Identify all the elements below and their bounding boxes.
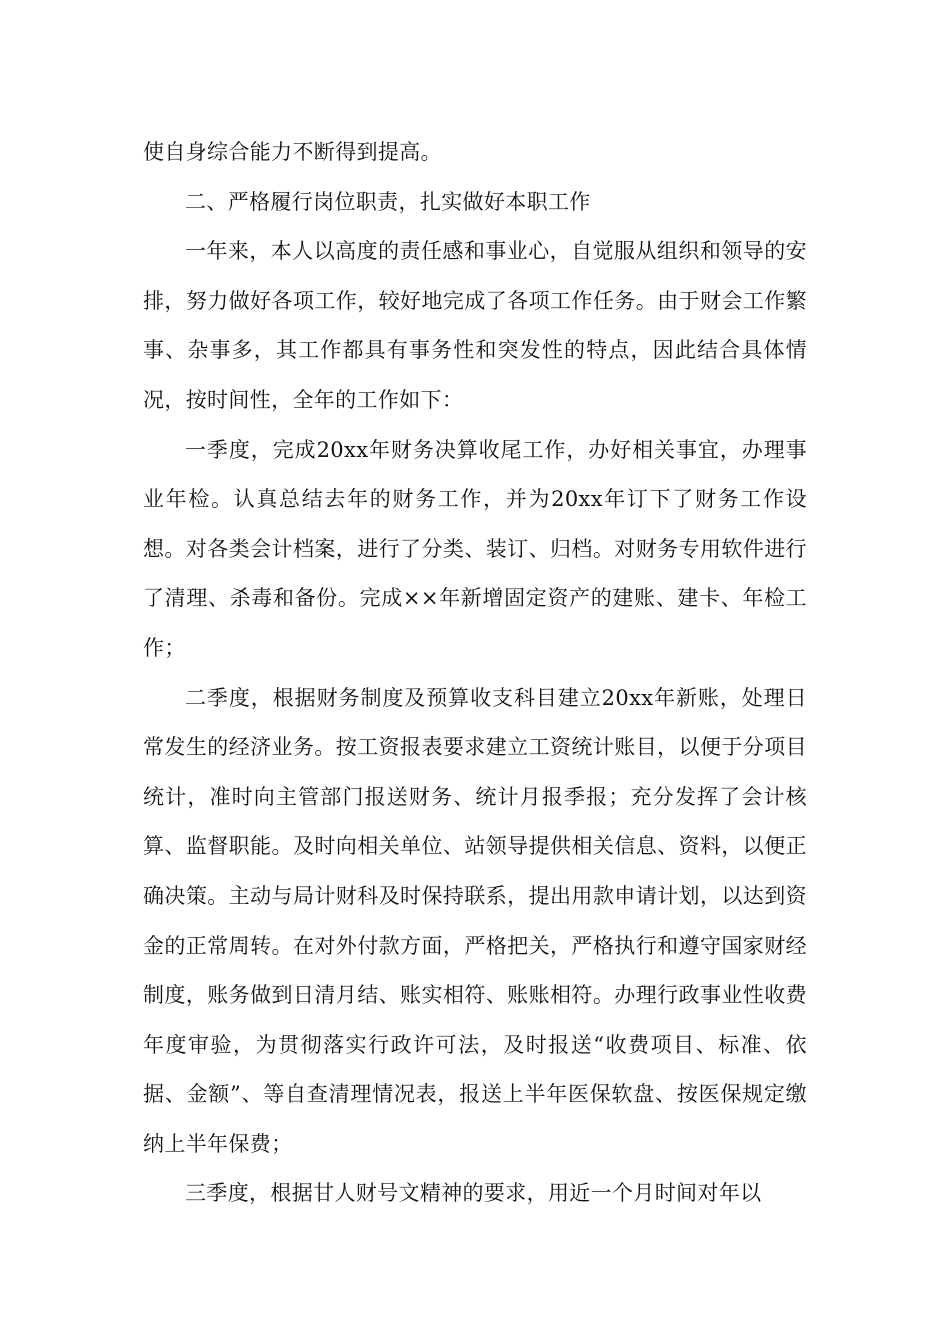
paragraph-continuation: 使自身综合能力不断得到提高。: [143, 140, 442, 164]
paragraph-q3: 三季度，根据甘人财号文精神的要求，用近一个月时间对年以: [185, 1181, 762, 1206]
section-heading: 二、严格履行岗位职责，扎实做好本职工作: [185, 189, 591, 214]
paragraph-overview: 一年来，本人以高度的责任感和事业心，自觉服从组织和领导的安排，努力做好各项工作，较好地完成了各项工作任务。由于财会工作繁事、杂事多，其工作都具有事务性和突发性的特点，因此结合具体情况，按时间性，全年的工作如下：: [143, 239, 807, 412]
document-body: [143, 128, 807, 1219]
paragraph-q2: 二季度，根据财务制度及预算收支科目建立20xx年新账，处理日常发生的经济业务。按工资报表要求建立工资统计账目，以便于分项目统计，准时向主管部门报送财务、统计月报季报；充分发挥了会计核算、监督职能。及时向相关单位、站领导提供相关信息、资料，以便正确决策。主动与局计财科及时保持联系，提出用款申请计划，以达到资金的正常周转。在对外付款方面，严格把关，严格执行和遵守国家财经制度，账务做到日清月结、账实相符、账账相符。办理行政事业性收费年度审验，为贯彻落实行政许可法，及时报送“收费项目、标准、依据、金额”、等自查清理情况表，报送上半年医保软盘、按医保规定缴纳上半年保费；: [143, 685, 807, 1156]
paragraph-q1: 一季度，完成20xx年财务决算收尾工作，办好相关事宜，办理事业年检。认真总结去年的财务工作，并为20xx年订下了财务工作设想。对各类会计档案，进行了分类、装订、归档。对财务专用软件进行了清理、杀毒和备份。完成××年新增固定资产的建账、建卡、年检工作；: [143, 437, 807, 660]
